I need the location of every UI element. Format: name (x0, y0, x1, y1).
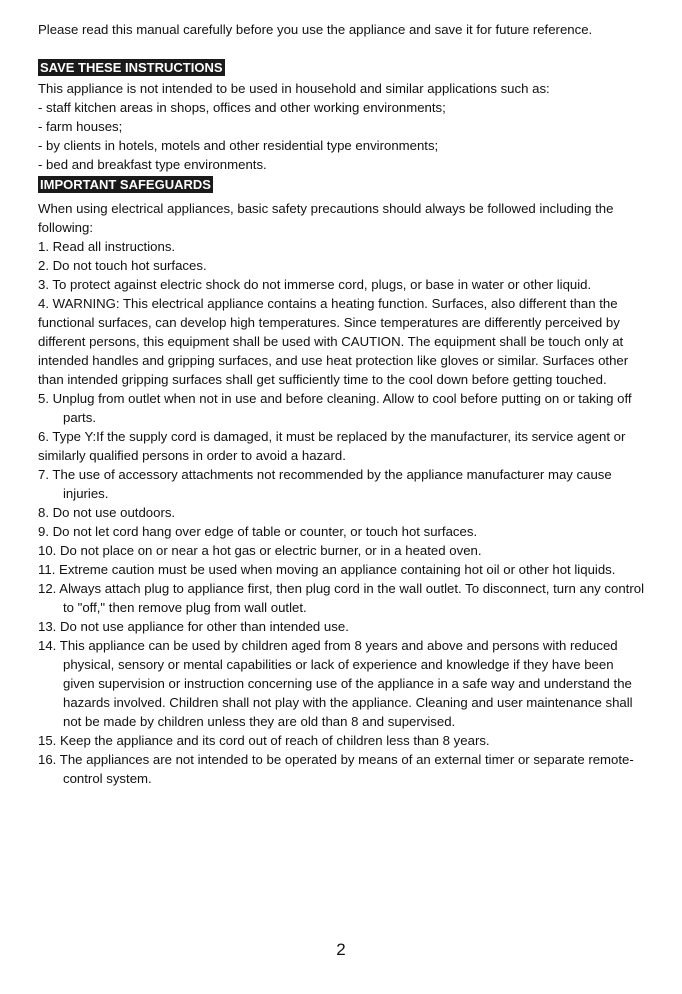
usage-context-line: - farm houses; (38, 119, 123, 134)
save-instructions-heading: SAVE THESE INSTRUCTIONS (40, 60, 223, 75)
safeguard-item: 1. Read all instructions. (38, 239, 176, 254)
safeguard-item: 6. Type Y:If the supply cord is damaged, it must be replaced by the manufacturer, its service agent or similarly qualified persons in order to avoid a hazard. (38, 429, 626, 463)
safeguard-item: 7. The use of accessory attachments not recommended by the appliance manufacturer may cause injuries. (38, 467, 612, 501)
safeguard-item: 14. This appliance can be used by children aged from 8 years and above and persons with reduced physical, sensory or mental capabilities or lack of experience and knowledge if they have been given supervision or instruction concerning use of the appliance in a safe way and understand the hazards involved. Children shall not play with the appliance. Cleaning and user maintenance shall not be made by children unless they are old than 8 and supervised. (38, 638, 633, 729)
safeguard-item: 13. Do not use appliance for other than intended use. (38, 619, 349, 634)
safeguard-item: 10. Do not place on or near a hot gas or electric burner, or in a heated oven. (38, 543, 482, 558)
safeguards-list (38, 237, 644, 788)
usage-context-line: - staff kitchen areas in shops, offices and other working environments; (38, 100, 446, 115)
intro-paragraph: Please read this manual carefully before you use the appliance and save it for future reference. (38, 22, 593, 37)
safeguard-item: 3. To protect against electric shock do not immerse cord, plugs, or base in water or other liquid. (38, 277, 592, 292)
safeguard-item: 2. Do not touch hot surfaces. (38, 258, 207, 273)
page-number: 2 (336, 940, 346, 959)
safeguard-item: 5. Unplug from outlet when not in use and before cleaning. Allow to cool before putting on or taking off parts. (38, 391, 632, 425)
usage-context-line: This appliance is not intended to be used in household and similar applications such as: (38, 81, 550, 96)
usage-context-list (38, 79, 644, 174)
usage-context-line: - by clients in hotels, motels and other residential type environments; (38, 138, 439, 153)
safeguard-item: 12. Always attach plug to appliance first, then plug cord in the wall outlet. To disconnect, turn any control to "off," then remove plug from wall outlet. (38, 581, 645, 615)
safeguard-item: 15. Keep the appliance and its cord out of reach of children less than 8 years. (38, 733, 490, 748)
safeguard-item: 9. Do not let cord hang over edge of table or counter, or touch hot surfaces. (38, 524, 478, 539)
safeguards-lead: When using electrical appliances, basic safety precautions should always be followed including the following: (38, 201, 614, 235)
safeguard-item: 4. WARNING: This electrical appliance contains a heating function. Surfaces, also different than the functional surfaces, can develop high temperatures. Since temperatures are differently perceived by different persons, this equipment shall be used with CAUTION. The equipment shall be touch only at intended handles and gripping surfaces, and use heat protection like gloves or similar. Surfaces other than intended gripping surfaces shall get sufficiently time to the cool down before getting touched. (38, 296, 629, 387)
usage-context-line: - bed and breakfast type environments. (38, 157, 267, 172)
important-safeguards-heading: IMPORTANT SAFEGUARDS (40, 177, 211, 192)
safeguard-item: 16. The appliances are not intended to be operated by means of an external timer or separate remote-control system. (38, 752, 634, 786)
safeguard-item: 11. Extreme caution must be used when moving an appliance containing hot oil or other hot liquids. (38, 562, 616, 577)
safeguard-item: 8. Do not use outdoors. (38, 505, 176, 520)
